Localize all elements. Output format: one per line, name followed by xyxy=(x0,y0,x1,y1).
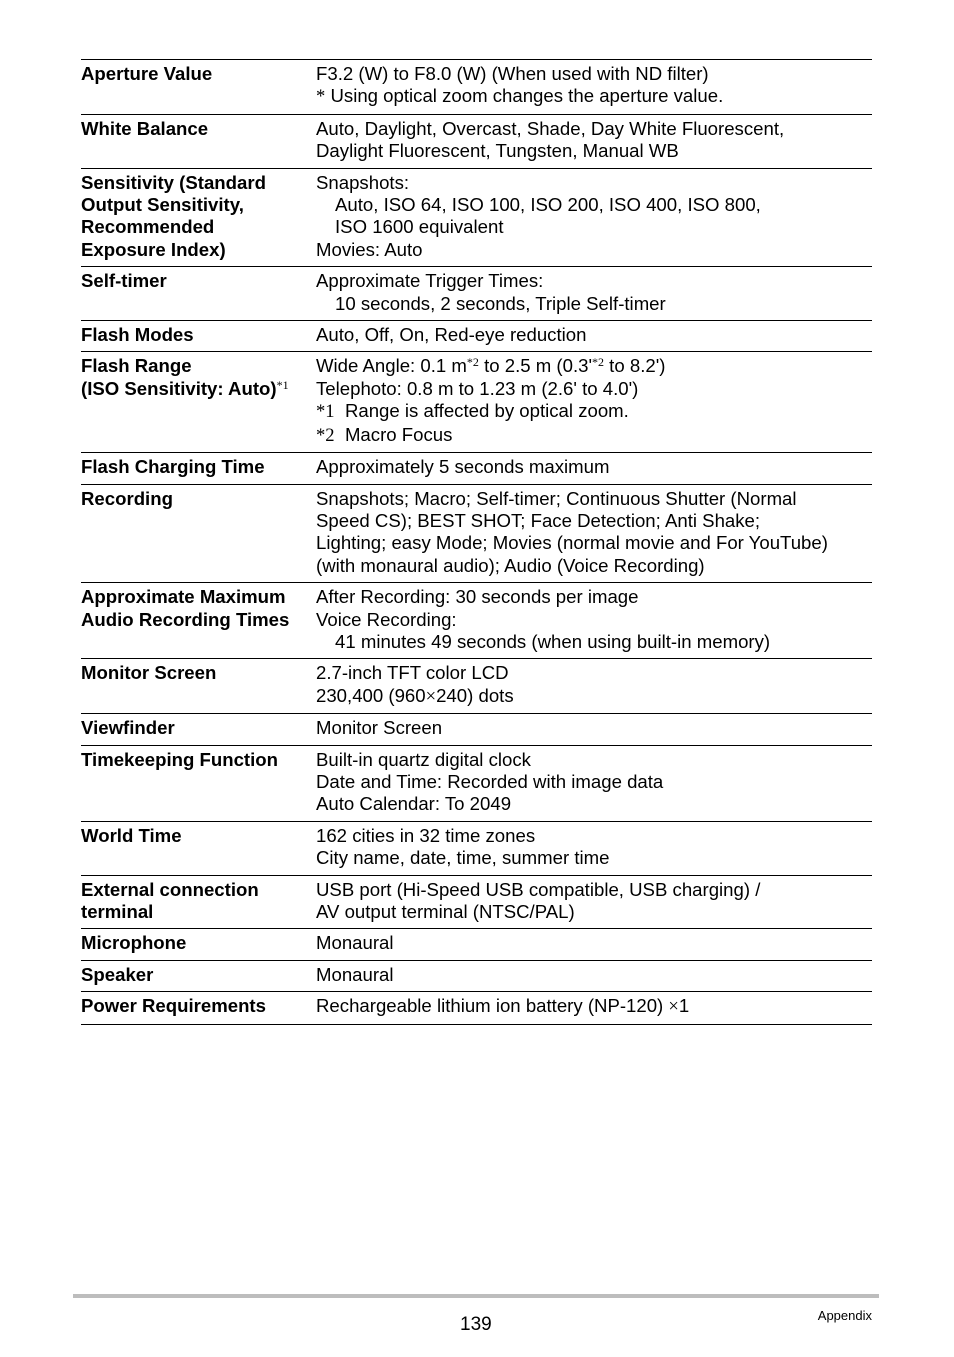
spec-value-line: ISO 1600 equivalent xyxy=(335,216,504,238)
spec-label-line: (ISO Sensitivity: Auto) xyxy=(81,377,277,399)
spec-label: Microphone xyxy=(81,929,316,960)
spec-value-text: Wide Angle: 0.1 m xyxy=(316,355,467,377)
spec-label-line: terminal xyxy=(81,901,154,922)
spec-value-line: Lighting; easy Mode; Movies (normal movie and For YouTube) xyxy=(316,532,828,554)
footnote-mark: *2 xyxy=(466,355,479,370)
spec-label-line: Approximate Maximum xyxy=(81,586,286,608)
footnote-text: Macro Focus xyxy=(344,423,453,445)
spec-value-text: Rechargeable lithium ion battery (NP-120) xyxy=(316,995,669,1017)
spec-value xyxy=(316,60,872,115)
spec-label: Aperture Value xyxy=(81,60,316,115)
spec-label-line: Audio Recording Times xyxy=(81,608,290,630)
footnote-mark: *2 xyxy=(592,355,605,370)
times-sign: × xyxy=(668,996,679,1018)
spec-value xyxy=(316,821,872,875)
spec-label: Timekeeping Function xyxy=(81,745,316,821)
spec-label-line: Exposure Index) xyxy=(81,238,226,260)
spec-value-line: Snapshots; Macro; Self-timer; Continuous Shutter (Normal xyxy=(316,487,797,509)
spec-row-power xyxy=(81,992,872,1024)
spec-value-line: Monitor Screen xyxy=(316,717,443,739)
spec-row-world-time xyxy=(81,821,872,875)
spec-label: Speaker xyxy=(81,960,316,991)
spec-value-line: Built-in quartz digital clock xyxy=(316,748,531,770)
spec-value xyxy=(316,321,872,352)
spec-label: Monitor Screen xyxy=(81,659,316,714)
spec-value-line: Monaural xyxy=(316,963,394,985)
spec-value xyxy=(316,114,872,168)
spec-row-audio-times xyxy=(81,583,872,659)
spec-row-recording xyxy=(81,484,872,583)
spec-value xyxy=(316,352,872,453)
spec-row-viewfinder xyxy=(81,714,872,745)
spec-label-line: Flash Range xyxy=(81,355,192,377)
spec-label: Power Requirements xyxy=(81,992,316,1024)
spec-value xyxy=(316,714,872,745)
spec-value-line: Auto, Off, On, Red-eye reduction xyxy=(316,324,587,346)
spec-row-external xyxy=(81,875,872,929)
spec-value-line: Auto Calendar: To 2049 xyxy=(316,793,512,815)
spec-label: Viewfinder xyxy=(81,714,316,745)
spec-row-timekeeping xyxy=(81,745,872,821)
spec-label: World Time xyxy=(81,821,316,875)
spec-value-line: Using optical zoom changes the aperture value. xyxy=(330,85,724,107)
spec-value xyxy=(316,929,872,960)
footnote-mark: * xyxy=(316,86,326,108)
spec-row-microphone xyxy=(81,929,872,960)
page-number: 139 xyxy=(460,1314,492,1335)
spec-label: Self-timer xyxy=(81,267,316,321)
spec-value-line: Telephoto: 0.8 m to 1.23 m (2.6' to 4.0') xyxy=(316,377,639,399)
spec-value-line: Daylight Fluorescent, Tungsten, Manual WB xyxy=(316,140,679,162)
spec-value xyxy=(316,745,872,821)
spec-value-line: Approximately 5 seconds maximum xyxy=(316,456,610,478)
spec-label xyxy=(81,875,316,929)
spec-value-line: Movies: Auto xyxy=(316,238,423,260)
spec-table xyxy=(81,59,872,1025)
section-name: Appendix xyxy=(817,1308,872,1323)
spec-label-line: Recommended xyxy=(81,216,215,238)
spec-value-line: F3.2 (W) to F8.0 (W) (When used with ND filter) xyxy=(316,63,709,84)
spec-value xyxy=(316,168,872,267)
spec-label: Flash Modes xyxy=(81,321,316,352)
spec-value-line: Voice Recording: xyxy=(316,608,457,630)
spec-value-text: 240) dots xyxy=(436,684,514,706)
spec-value-line: Approximate Trigger Times: xyxy=(316,270,544,292)
times-sign: × xyxy=(425,685,437,707)
footer-rule xyxy=(73,1294,879,1298)
spec-row-aperture xyxy=(81,60,872,115)
spec-value-line: 162 cities in 32 time zones xyxy=(316,824,536,846)
spec-label xyxy=(81,352,316,453)
spec-row-flash-charging xyxy=(81,453,872,484)
spec-label-line: External connection xyxy=(81,878,259,900)
footnote xyxy=(316,400,872,423)
spec-value xyxy=(316,267,872,321)
spec-value xyxy=(316,875,872,929)
spec-row-sensitivity xyxy=(81,168,872,267)
spec-label xyxy=(81,168,316,267)
spec-value xyxy=(316,583,872,659)
spec-label: White Balance xyxy=(81,114,316,168)
spec-value-text: 230,400 (960 xyxy=(316,684,426,706)
spec-value xyxy=(316,453,872,484)
spec-value-line: After Recording: 30 seconds per image xyxy=(316,586,639,608)
spec-label-line: Output Sensitivity, xyxy=(81,194,244,216)
spec-row-flash-range xyxy=(81,352,872,453)
spec-row-flash-modes xyxy=(81,321,872,352)
spec-value-text: 1 xyxy=(678,995,690,1017)
spec-row-self-timer xyxy=(81,267,872,321)
spec-row-speaker xyxy=(81,960,872,991)
spec-value-line: USB port (Hi-Speed USB compatible, USB charging) / xyxy=(316,878,761,900)
spec-label xyxy=(81,583,316,659)
spec-value-line: (with monaural audio); Audio (Voice Recording) xyxy=(316,554,705,576)
spec-value-line: Monaural xyxy=(316,932,394,954)
spec-value-text: to 8.2') xyxy=(604,355,666,377)
spec-label: Flash Charging Time xyxy=(81,453,316,484)
spec-row-monitor xyxy=(81,659,872,714)
spec-label: Recording xyxy=(81,484,316,583)
footnote xyxy=(316,424,872,447)
spec-value-line: 10 seconds, 2 seconds, Triple Self-timer xyxy=(335,292,666,314)
spec-value-line: Auto, ISO 64, ISO 100, ISO 200, ISO 400, ISO 800, xyxy=(335,194,761,216)
footnote-text: Range is affected by optical zoom. xyxy=(344,400,629,422)
spec-value-line: Auto, Daylight, Overcast, Shade, Day White Fluorescent, xyxy=(316,117,785,139)
spec-value-line: 41 minutes 49 seconds (when using built-in memory) xyxy=(335,630,771,652)
spec-value-line: 2.7-inch TFT color LCD xyxy=(316,662,509,684)
footnote-mark: *1 xyxy=(316,401,335,423)
spec-value-line: City name, date, time, summer time xyxy=(316,847,610,869)
spec-value xyxy=(316,992,872,1024)
spec-value xyxy=(316,659,872,714)
spec-value-line: Date and Time: Recorded with image data xyxy=(316,770,664,792)
spec-value-text: to 2.5 m (0.3' xyxy=(478,355,593,377)
spec-row-white-balance xyxy=(81,114,872,168)
spec-value-line: AV output terminal (NTSC/PAL) xyxy=(316,901,575,922)
spec-label-line: Sensitivity (Standard xyxy=(81,171,266,193)
spec-value-line: Speed CS); BEST SHOT; Face Detection; Anti Shake; xyxy=(316,509,761,531)
footnote-mark: *1 xyxy=(276,377,289,392)
spec-value xyxy=(316,960,872,991)
spec-value-line: Snapshots: xyxy=(316,171,410,193)
footnote-mark: *2 xyxy=(316,424,335,446)
spec-value xyxy=(316,484,872,583)
